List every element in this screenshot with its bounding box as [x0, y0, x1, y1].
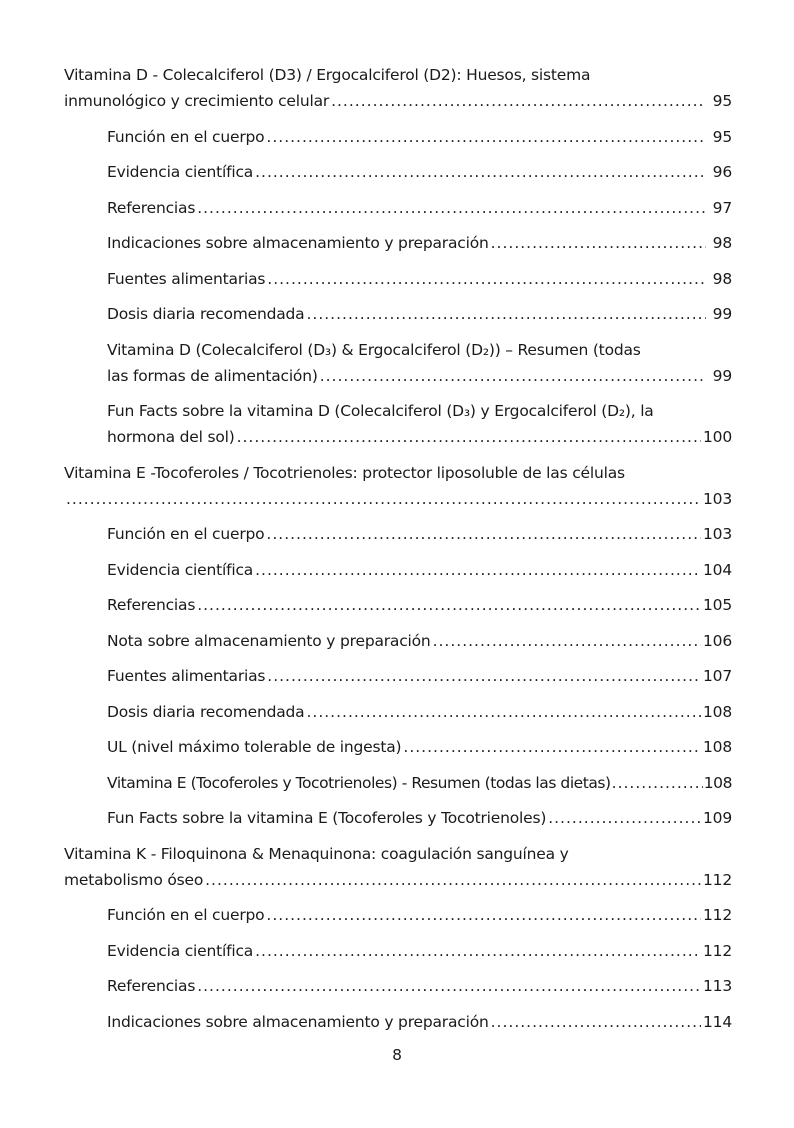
toc-page-number: 104 — [703, 560, 732, 579]
toc-entry[interactable] — [107, 337, 732, 389]
dot-leader — [267, 663, 701, 689]
toc-page-number: 113 — [703, 977, 732, 995]
toc-page-number: 103 — [703, 525, 732, 543]
toc-entry-title-line1: Vitamina K - Filoquinona & Menaquinona: coagulación sanguínea y — [64, 844, 569, 863]
toc-page-number: 114 — [703, 1012, 732, 1031]
toc-page-number: 98 — [712, 269, 732, 288]
dot-leader — [491, 1009, 701, 1035]
toc-entry-title: Referencias — [107, 198, 196, 217]
dot-leader — [433, 628, 701, 654]
toc-page-number: 108 — [703, 773, 732, 792]
toc-entry-title: Fun Facts sobre la vitamina E (Tocoferoles y Tocotrienoles) — [107, 809, 547, 827]
toc-entry-title: Función en el cuerpo — [107, 525, 265, 543]
dot-leader — [266, 902, 701, 928]
toc-entry-title-line1: Fun Facts sobre la vitamina D (Colecalciferol (D₃) y Ergocalciferol (D₂), la — [107, 402, 654, 420]
toc-entry[interactable] — [107, 699, 732, 725]
dot-leader — [255, 938, 701, 964]
toc-page-number: 99 — [712, 305, 732, 323]
toc-entry-title-line2: las formas de alimentación) — [107, 366, 318, 385]
dot-leader — [197, 195, 706, 221]
toc-entry-title: UL (nivel máximo tolerable de ingesta) — [107, 738, 402, 756]
dot-leader — [612, 770, 703, 796]
toc-entry-title: Dosis diaria recomendada — [107, 305, 305, 323]
toc-entry[interactable] — [107, 938, 732, 964]
toc-entry-title: Evidencia científica — [107, 163, 254, 181]
toc-entry[interactable] — [107, 902, 732, 928]
toc-page-number: 95 — [712, 127, 732, 146]
toc-entry-title: Vitamina E (Tocoferoles y Tocotrienoles) - Resumen (todas las dietas) — [107, 773, 611, 792]
toc-entry[interactable] — [107, 1009, 732, 1035]
toc-entry-title: Función en el cuerpo — [107, 127, 265, 146]
dot-leader — [237, 424, 701, 450]
toc-entry[interactable] — [107, 195, 732, 221]
toc-page-number: 105 — [703, 596, 732, 614]
toc-page-number: 103 — [703, 489, 732, 508]
toc-entry-title: Fuentes alimentarias — [107, 269, 266, 288]
toc-page-number: 97 — [712, 198, 732, 217]
toc-entry-vitamin-k[interactable] — [64, 841, 732, 893]
toc-page-number: 96 — [712, 163, 732, 181]
toc-entry-title: Indicaciones sobre almacenamiento y preparación — [107, 234, 489, 252]
toc-entry[interactable] — [107, 159, 732, 185]
page-number: 8 — [392, 1046, 402, 1064]
dot-leader — [255, 557, 701, 583]
dot-leader — [320, 363, 706, 389]
toc-entry-vitamin-d[interactable] — [64, 62, 732, 114]
dot-leader — [66, 486, 701, 512]
dot-leader — [255, 159, 706, 185]
toc-entry-title: Función en el cuerpo — [107, 906, 265, 924]
toc-entry-title-line2: metabolismo óseo — [64, 870, 204, 889]
toc-page-number: 112 — [703, 941, 732, 960]
toc-entry[interactable] — [107, 592, 732, 618]
toc-entry-title-line1: Vitamina D - Colecalciferol (D3) / Ergocalciferol (D2): Huesos, sistema — [64, 66, 591, 84]
toc-page-number: 95 — [712, 92, 732, 110]
toc-entry[interactable] — [107, 734, 732, 760]
dot-leader — [403, 734, 701, 760]
toc-entry-title: Fuentes alimentarias — [107, 667, 266, 685]
dot-leader — [197, 592, 701, 618]
toc-entry[interactable] — [107, 301, 732, 327]
table-of-contents — [64, 62, 732, 1044]
toc-entry-title: Referencias — [107, 977, 196, 995]
toc-page-number: 99 — [712, 366, 732, 385]
dot-leader — [331, 88, 706, 114]
toc-entry-vitamin-e[interactable] — [64, 460, 732, 512]
toc-entry[interactable] — [107, 521, 732, 547]
toc-entry[interactable] — [107, 398, 732, 450]
toc-entry[interactable] — [107, 628, 732, 654]
toc-entry[interactable] — [107, 266, 732, 292]
dot-leader — [266, 521, 701, 547]
toc-entry-title: Evidencia científica — [107, 560, 254, 579]
dot-leader — [266, 124, 706, 150]
toc-entry-title-line1: Vitamina E -Tocoferoles / Tocotrienoles: protector liposoluble de las células — [64, 463, 625, 482]
toc-entry-title-line2: hormona del sol) — [107, 428, 235, 446]
toc-page-number: 108 — [703, 702, 732, 721]
toc-entry[interactable] — [107, 230, 732, 256]
dot-leader — [267, 266, 706, 292]
toc-entry-title: Dosis diaria recomendada — [107, 702, 305, 721]
toc-page-number: 112 — [703, 870, 732, 889]
toc-entry-title: Referencias — [107, 596, 196, 614]
toc-page-number: 98 — [712, 234, 732, 252]
toc-entry[interactable] — [107, 124, 732, 150]
dot-leader — [548, 805, 701, 831]
toc-entry-title: Indicaciones sobre almacenamiento y preparación — [107, 1012, 489, 1031]
toc-entry[interactable] — [107, 973, 732, 999]
dot-leader — [306, 699, 701, 725]
dot-leader — [205, 867, 701, 893]
dot-leader — [197, 973, 701, 999]
dot-leader — [491, 230, 706, 256]
toc-page-number: 112 — [703, 906, 732, 924]
toc-entry-title: Nota sobre almacenamiento y preparación — [107, 631, 431, 650]
toc-entry[interactable] — [107, 805, 732, 831]
toc-page-number: 106 — [703, 631, 732, 650]
toc-page-number: 107 — [703, 667, 732, 685]
toc-entry[interactable] — [107, 770, 732, 796]
toc-entry-title: Evidencia científica — [107, 941, 254, 960]
dot-leader — [306, 301, 706, 327]
toc-entry[interactable] — [107, 557, 732, 583]
toc-page-number: 100 — [703, 428, 732, 446]
toc-entry[interactable] — [107, 663, 732, 689]
toc-entry-title-line2: inmunológico y crecimiento celular — [64, 92, 330, 110]
toc-entry-title-line1: Vitamina D (Colecalciferol (D₃) & Ergocalciferol (D₂)) – Resumen (todas — [107, 340, 641, 359]
toc-page-number: 108 — [703, 738, 732, 756]
toc-page-number: 109 — [703, 809, 732, 827]
